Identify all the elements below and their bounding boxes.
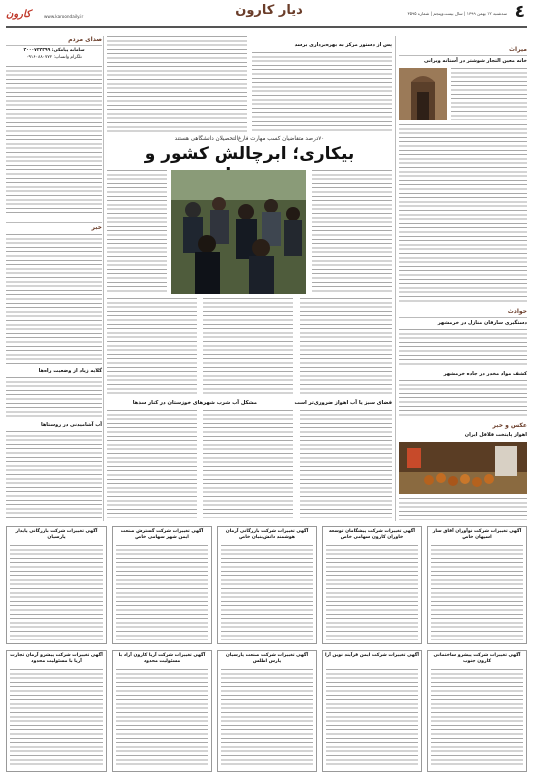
ad-box [322, 526, 422, 644]
text-block [6, 377, 102, 417]
text-block [252, 52, 392, 132]
text-block [300, 410, 392, 518]
text-block [312, 170, 392, 294]
lead-photo [171, 170, 306, 294]
ad-box [217, 526, 317, 644]
ad-title: آگهی تغییرات شرکت بازرگانی آرمان هوشمند دانش‌بنیان خاص [225, 529, 309, 540]
lead-story [107, 36, 392, 521]
section-title-incidents: حوادث [507, 308, 527, 315]
lead-kicker: ۷۰درصد متقاضیان کسب مهارت فارغ‌التحصیلان دانشگاهی هستند [174, 136, 325, 142]
text-block [399, 380, 527, 418]
ad-body [10, 545, 103, 640]
ad-box [427, 650, 527, 772]
ad-title: آگهی تغییرات شرکت گسترش صنعت ایمن شهر سهامی خاص [120, 529, 204, 540]
ad-box [6, 526, 107, 644]
text-block [399, 498, 527, 520]
text-block [107, 170, 167, 292]
left-headline: آب آشامیدنی در روستاها [40, 422, 102, 428]
section-title: دیار کارون [235, 3, 303, 18]
ad-body [116, 545, 208, 640]
ad-body [431, 669, 523, 768]
column-divider [395, 36, 396, 521]
text-block [203, 410, 293, 518]
sub-headline: مشکل آب شرب شهرهای خوزستان در کنار سدها [132, 400, 257, 406]
section-title-voice: صدای مردم [68, 36, 102, 43]
falafel-photo [399, 442, 527, 494]
ad-box [112, 526, 212, 644]
sms-number[interactable]: سامانه پیامکی: ۳۰۰۰۷۲۲۳۹۹ [23, 48, 85, 53]
ad-body [116, 669, 208, 768]
ad-box [322, 650, 422, 772]
section-title-photo-news: عکس و خبر [492, 422, 527, 429]
ad-body [326, 545, 418, 640]
heritage-headline: خانه معین التجار شوشتر در آستانه ویرانی [423, 58, 527, 64]
ad-body [221, 545, 313, 640]
ad-title: آگهی تغییرات شرکت بازرگانی پایدار پارسیان [15, 529, 98, 540]
text-block [107, 36, 247, 132]
ad-title: آگهی تغییرات شرکت پیشرو آرمان تجارت آریا با مسئولیت محدود [10, 653, 103, 664]
right-column [399, 36, 527, 521]
text-block [451, 68, 527, 120]
ad-box [112, 650, 212, 772]
text-block [6, 66, 102, 216]
ad-body [10, 669, 103, 768]
incident-headline: کشف مواد مخدر در جاده خرمشهر [443, 371, 527, 377]
ad-title: آگهی تغییرات شرکت نوآوران آفاق ساز اسپهان خاص [432, 529, 522, 540]
text-block [6, 431, 102, 519]
ad-box [427, 526, 527, 644]
ad-box [6, 650, 107, 772]
ad-body [326, 669, 418, 768]
side-headline: فضای سبز یا آب اهواز ضروری‌تر است [294, 400, 392, 406]
divider [399, 317, 527, 318]
ad-box [217, 650, 317, 772]
section-title-news: خبر [91, 224, 102, 231]
heritage-photo [399, 68, 447, 120]
masthead-rule [6, 26, 527, 28]
text-block [399, 124, 527, 304]
ad-body [431, 545, 523, 640]
ads-section [6, 526, 527, 774]
text-block [107, 410, 197, 518]
divider [6, 222, 102, 223]
column-divider [103, 36, 104, 521]
photo-news-headline: اهواز پایتخت فلافل ایران [464, 432, 527, 438]
text-block [203, 298, 293, 396]
ad-title: آگهی تغییرات شرکت صنعت پارسیان پارس اطلس [225, 653, 309, 664]
incident-headline: دستگیری سارقان منازل در خرمشهر [437, 320, 527, 326]
page-number: ٤ [514, 2, 525, 22]
text-block [6, 234, 102, 364]
top-headline: پس از دستور مرکز به بهره‌برداری برسد [294, 42, 392, 48]
left-column [6, 36, 102, 521]
ad-title: آگهی تغییرات شرکت آریا کارون آراد با مسئولیت محدود [118, 653, 206, 664]
section-title-heritage: میراث [509, 46, 527, 53]
ad-body [221, 669, 313, 768]
ad-title: آگهی تغییرات شرکت پیشگامان توسعه خاوران کارون سهامی خاص [328, 529, 415, 540]
text-block [300, 298, 392, 396]
messenger-number[interactable]: تلگرام واتساپ: ۰۹۱۶۰۸۸۰۷۷۲ [26, 55, 82, 60]
text-block [107, 298, 197, 396]
left-headline: گلایه زیاد از وضعیت راه‌ها [38, 368, 102, 374]
text-block [399, 329, 527, 367]
divider [399, 55, 527, 56]
divider [6, 45, 102, 46]
ad-title: آگهی تغییرات شرکت پیشرو ساختمانی کارون جنوب [433, 653, 521, 664]
newspaper-logo: کارون [6, 9, 31, 20]
date-line: سه‌شنبه ۱۲ بهمن ۱۳۹۹ | سال بیست‌وپنجم | شماره ۳۵۹۵ [407, 11, 507, 16]
ad-title: آگهی تغییرات شرکت ایمن فرآیند نوین آرا [324, 653, 419, 658]
lead-title: بیکاری؛ ابرچالش کشور و [144, 144, 355, 164]
website-link[interactable]: www.karoondaily.ir [44, 14, 84, 19]
